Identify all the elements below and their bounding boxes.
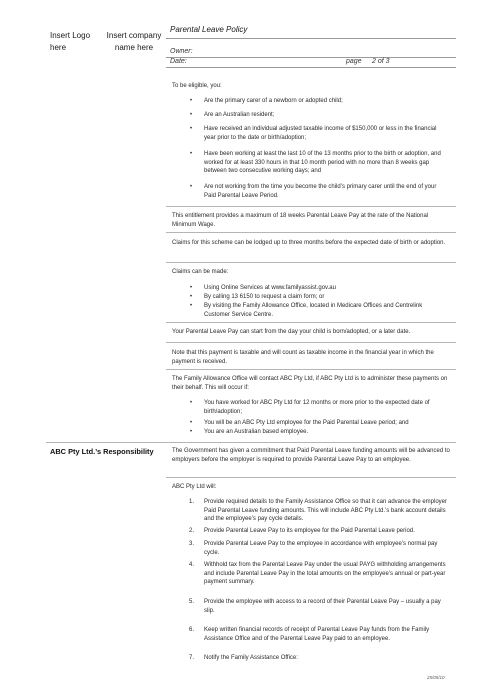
- bullet: •: [190, 151, 193, 157]
- bullet: •: [190, 400, 193, 406]
- item-number: 6.: [189, 627, 195, 633]
- contact-intro: The Family Allowance Office will contact ABC Pty Ltd, if ABC Pty Ltd is to administer these payments on their behalf. This will occur if:: [172, 376, 448, 391]
- bullet: •: [190, 126, 193, 132]
- list-item: Using Online Services at www.familyassist.gov.au: [204, 285, 336, 291]
- list-item: By calling 13 6150 to request a claim form; or: [204, 294, 325, 300]
- bullet: •: [190, 285, 193, 291]
- item-number: 3.: [189, 541, 195, 547]
- owner-label: Owner:: [170, 48, 193, 55]
- bullet: •: [190, 112, 193, 118]
- bullet: •: [190, 294, 193, 300]
- policy-title: Parental Leave Policy: [170, 25, 248, 34]
- bullet: •: [190, 98, 193, 104]
- header-rule: [166, 67, 456, 68]
- list-item: Are an Australian resident;: [204, 112, 275, 118]
- item-number: 7.: [189, 655, 195, 661]
- section-rule: [166, 206, 456, 207]
- item-number: 2.: [189, 528, 195, 534]
- numbered-item: Keep written financial records of receipt of Parental Leave Pay funds from the Family Assistance Office and of the Parental Leave Pay paid to an employee.: [204, 627, 430, 642]
- page-label: page: [346, 58, 362, 65]
- bullet: •: [190, 303, 193, 309]
- list-item: Have received an individual adjusted taxable income of $150,000 or less in the financial year prior to the date or birth/adoption;: [204, 126, 437, 141]
- numbered-item: Provide Parental Leave Pay to its employee for the Paid Parental Leave period.: [204, 528, 415, 534]
- government-paragraph: The Government has given a commitment that Paid Parental Leave funding amounts will be advanced to employers before the employer is required to provide Parental Leave Pay to an employee.: [172, 448, 450, 463]
- item-number: 4.: [189, 562, 195, 568]
- header-rule: [166, 38, 456, 39]
- section-rule: [46, 442, 456, 443]
- maximum-paragraph: This entitlement provides a maximum of 18 weeks Parental Leave Pay at the rate of the National Minimum Wage.: [172, 213, 429, 228]
- section-rule: [166, 322, 456, 323]
- will-intro: ABC Pty Ltd will:: [172, 484, 217, 490]
- list-item: You have worked for ABC Pty Ltd for 12 months or more prior to the expected date of birth/adoption;: [204, 400, 430, 415]
- responsibility-heading: ABC Pty Ltd.’s Responsibility: [50, 447, 154, 456]
- section-rule: [166, 369, 456, 370]
- numbered-item: Provide the employee with access to a record of their Parental Leave Pay – usually a pay slip.: [204, 599, 441, 614]
- section-rule: [166, 477, 456, 478]
- section-rule: [166, 232, 456, 233]
- taxable-paragraph: Note that this payment is taxable and will count as taxable income in the financial year in which the payment is received.: [172, 350, 434, 365]
- date-label: Date:: [170, 58, 187, 65]
- list-item: By visiting the Family Allowance Office, located in Medicare Offices and Centrelink Customer Service Centre.: [204, 303, 423, 318]
- list-item: Are not working from the time you become the child’s primary carer until the end of your Paid Parental Leave Period.: [204, 184, 437, 199]
- item-number: 1.: [189, 499, 195, 505]
- page-number: 2 of 3: [372, 58, 390, 65]
- start-paragraph: Your Parental Leave Pay can start from the day your child is born/adopted, or a later date.: [172, 329, 411, 335]
- list-item: Have been working at least the last 10 of the 13 months prior to the birth or adoption, and worked for at least 330 hours in that 10 month period with no more than 8 weeks gap between two consecutive working days; and: [204, 151, 441, 175]
- bullet: •: [190, 420, 193, 426]
- bullet: •: [190, 184, 193, 190]
- list-item: You will be an ABC Pty Ltd employee for the Paid Parental Leave period; and: [204, 420, 409, 426]
- numbered-item: Notify the Family Assistance Office:: [204, 655, 298, 661]
- company-name-placeholder: Insert company name here: [106, 31, 162, 52]
- section-rule: [166, 342, 456, 343]
- list-item: You are an Australian based employee.: [204, 429, 309, 435]
- logo-placeholder: Insert Logo here: [50, 31, 91, 52]
- header-rule: [166, 57, 456, 58]
- eligible-intro: To be eligible, you:: [172, 83, 222, 89]
- section-rule: [166, 262, 456, 263]
- item-number: 5.: [189, 599, 195, 605]
- footer-date: 25/05/10: [427, 675, 445, 680]
- claims-made-intro: Claims can be made:: [172, 269, 229, 275]
- numbered-item: Provide Parental Leave Pay to the employee in accordance with employee’s normal pay cycle.: [204, 541, 438, 556]
- numbered-item: Withhold tax from the Parental Leave Pay under the usual PAYG withholding arrangements and include Parental Leave Pay in the total amounts on the employee’s annual or part-year payment summary.: [204, 562, 446, 586]
- list-item: Are the primary carer of a newborn or adopted child;: [204, 98, 343, 104]
- numbered-item: Provide required details to the Family Assistance Office so that it can advance the employer Paid Parental Leave funding amounts. This will include ABC Pty Ltd.’s bank account details and the employee’s pay cycle details.: [204, 499, 448, 523]
- claims-lodged-paragraph: Claims for this scheme can be lodged up to three months before the expected date of birth or adoption.: [172, 240, 446, 246]
- bullet: •: [190, 429, 193, 435]
